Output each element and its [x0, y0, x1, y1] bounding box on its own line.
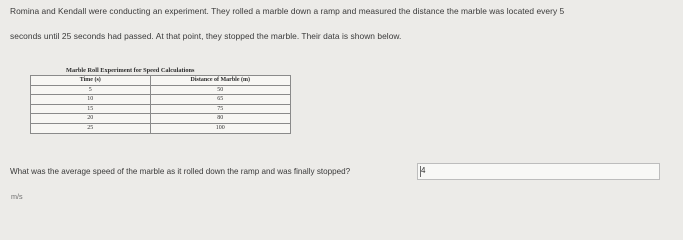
problem-text-line-1: Romina and Kendall were conducting an experiment. They rolled a marble down a ramp and measured the distance the marble was located every 5 [10, 6, 565, 16]
table-row [31, 95, 291, 105]
time-cell: 15 [31, 104, 151, 114]
unit-label: m/s [11, 192, 23, 201]
table-row [31, 85, 291, 95]
column-header-distance: Distance of Marble (m) [150, 76, 290, 86]
problem-text-line-2: seconds until 25 seconds had passed. At that point, they stopped the marble. Their data is shown below. [10, 31, 402, 41]
time-cell: 5 [31, 85, 151, 95]
distance-cell: 80 [150, 114, 290, 124]
answer-input[interactable] [417, 163, 660, 180]
time-cell: 20 [31, 114, 151, 124]
time-cell: 25 [31, 123, 151, 133]
table-row [31, 123, 291, 133]
answer-value: 4 [421, 166, 426, 175]
distance-cell: 75 [150, 104, 290, 114]
table-title: Marble Roll Experiment for Speed Calculations [66, 67, 195, 74]
column-header-time: Time (s) [31, 76, 151, 86]
data-table [30, 75, 291, 134]
question-text: What was the average speed of the marble as it rolled down the ramp and was finally stopped? [10, 167, 351, 176]
distance-cell: 65 [150, 95, 290, 105]
table-row [31, 114, 291, 124]
distance-cell: 50 [150, 85, 290, 95]
distance-cell: 100 [150, 123, 290, 133]
table-header-row [31, 76, 291, 86]
time-cell: 10 [31, 95, 151, 105]
table-row [31, 104, 291, 114]
